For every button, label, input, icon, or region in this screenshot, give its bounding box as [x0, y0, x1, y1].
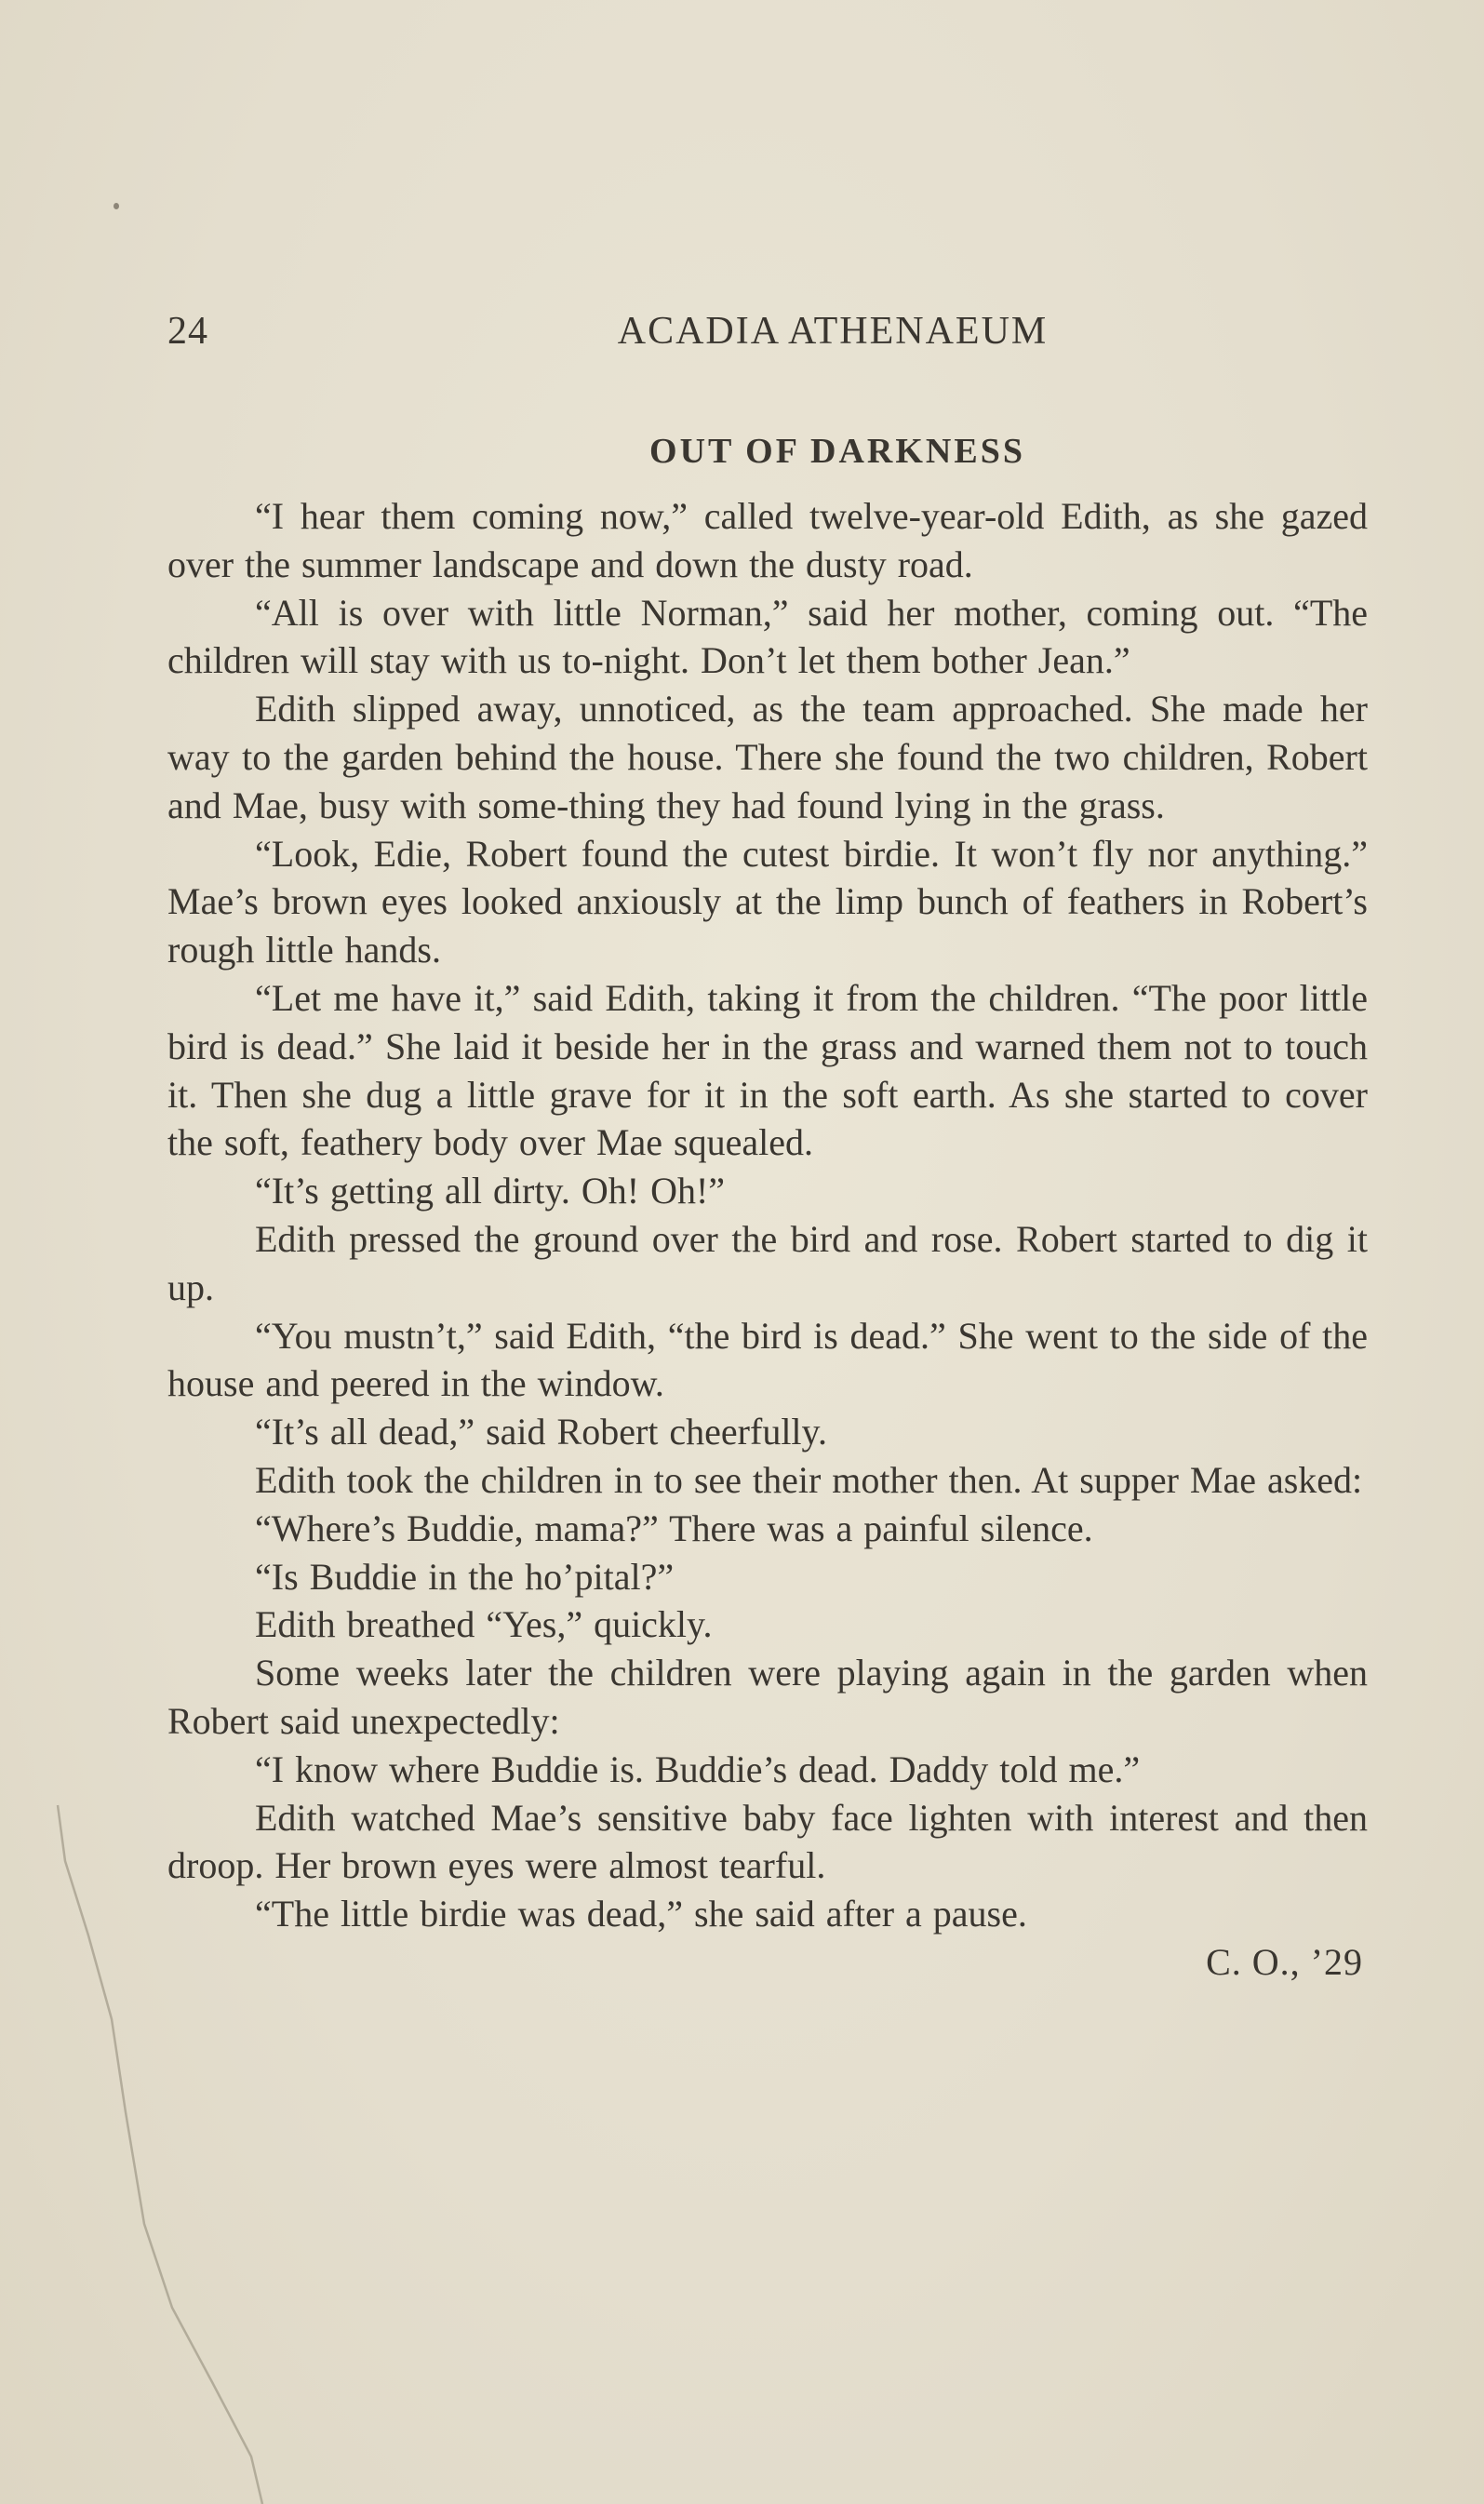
- running-head: ACADIA ATHENAEUM: [617, 310, 1049, 353]
- paragraph: Edith watched Mae’s sensitive baby face lighten with interest and then droop. Her brown eyes were almost tearful.: [167, 1796, 1368, 1887]
- paragraph: “The little birdie was dead,” she said after a pause.: [255, 1893, 1027, 1935]
- paragraph: “Where’s Buddie, mama?” There was a painful silence.: [255, 1506, 1093, 1549]
- paragraph: “It’s getting all dirty. Oh! Oh!”: [255, 1170, 726, 1212]
- paragraph: Edith slipped away, unnoticed, as the team approached. She made her way to the garden behind the house. There she found the two children, Robert and Mae, busy with some-thing they had found lying in the grass.: [167, 688, 1368, 826]
- paragraph: “It’s all dead,” said Robert cheerfully.: [255, 1411, 827, 1453]
- paragraph: “I know where Buddie is. Buddie’s dead. Daddy told me.”: [255, 1747, 1141, 1790]
- paragraph: Some weeks later the children were playing again in the garden when Robert said unexpectedly:: [167, 1652, 1368, 1742]
- paragraph: “You mustn’t,” said Edith, “the bird is dead.” She went to the side of the house and peered in the window.: [167, 1314, 1368, 1405]
- paragraph: Edith breathed “Yes,” quickly.: [255, 1603, 713, 1646]
- ink-speck: [114, 203, 119, 209]
- page-header: [167, 309, 1368, 365]
- page-number: 24: [167, 310, 208, 353]
- paragraph: “Let me have it,” said Edith, taking it from the children. “The poor little bird is dead.” She laid it beside her in the grass and warned them not to touch it. Then she dug a little grave for it in the soft earth. As she started to cover the soft, feathery body over Mae squealed.: [167, 976, 1368, 1164]
- article: [167, 423, 1368, 1987]
- paragraph: “I hear them coming now,” called twelve-year-old Edith, as she gazed over the summer landscape and down the dusty road.: [167, 495, 1368, 585]
- paragraph: Edith took the children in to see their mother then. At supper Mae asked:: [255, 1458, 1363, 1501]
- paragraph: Edith pressed the ground over the bird and rose. Robert started to dig it up.: [167, 1217, 1368, 1308]
- article-title: OUT OF DARKNESS: [649, 432, 1025, 471]
- author-signature: C. O., ’29: [1206, 1940, 1363, 1983]
- paragraph: “Is Buddie in the ho’pital?”: [255, 1555, 675, 1598]
- paragraph: “Look, Edie, Robert found the cutest birdie. It won’t fly nor anything.” Mae’s brown eyes looked anxiously at the limp bunch of feathers in Robert’s rough little hands.: [167, 832, 1368, 971]
- paragraph: “All is over with little Norman,” said her mother, coming out. “The children will stay with us to-night. Don’t let them bother Jean.”: [167, 591, 1368, 682]
